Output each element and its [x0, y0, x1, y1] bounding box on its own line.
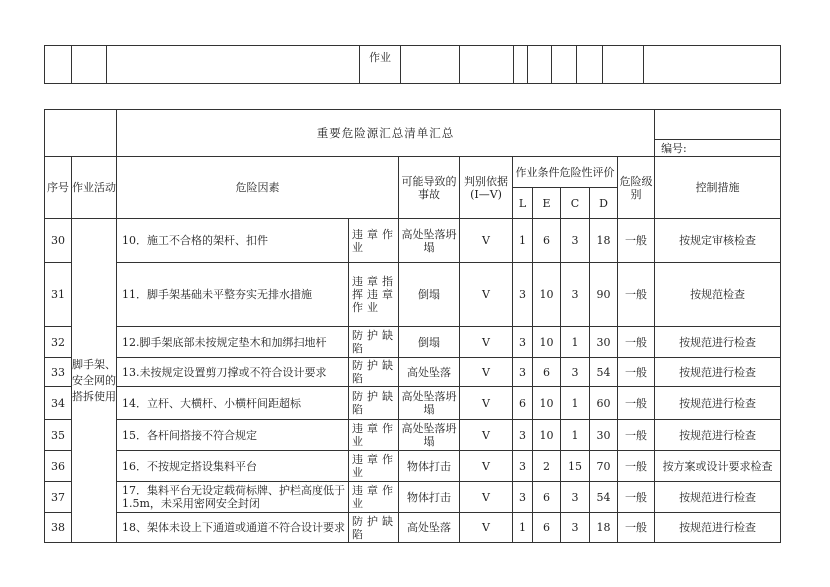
- table-row: 32 12.脚手架底部未按规定垫木和加绑扫地杆 防护缺陷 倒塌 V 3 10 1 30 一般 按规范进行检查: [45, 327, 781, 358]
- header-activity: 作业活动: [72, 157, 117, 219]
- header-E: E: [533, 188, 561, 219]
- table-row: 36 16．不按规定搭设集料平台 违章作业 物体打击 V 3 2 15 70 一般 按方案或设计要求检查: [45, 451, 781, 482]
- header-risk-factor: 危险因素: [117, 157, 399, 219]
- previous-table-fragment: [44, 45, 781, 84]
- header-control: 控制措施: [655, 157, 781, 219]
- title-row: [45, 110, 781, 140]
- table-row: 33 13.未按规定设置剪刀撑或不符合设计要求 防护缺陷 高处坠落 V 3 6 3 54 一般 按规范进行检查: [45, 358, 781, 387]
- header-no: 序号: [45, 157, 72, 219]
- table-row: 37 17．集料平台无设定载荷标牌、护栏高度低于1.5m，未采用密网安全封闭 违章作业 物体打击 V 3 6 3 54 一般 按规范进行检查: [45, 482, 781, 513]
- fragment-text: 作业: [360, 46, 401, 84]
- header-D: D: [590, 188, 618, 219]
- header-level: 危险级别: [618, 157, 655, 219]
- table-row: 34 14．立杆、大横杆、小横杆间距超标 防护缺陷 高处坠落坍塌 V 6 10 1 60 一般 按规范进行检查: [45, 387, 781, 420]
- sheet-title: 重要危险源汇总清单汇总: [117, 110, 655, 157]
- header-eval-group: 作业条件危险性评价: [513, 157, 618, 188]
- header-L: L: [513, 188, 533, 219]
- fragment-row: [45, 46, 781, 84]
- hazard-summary-table: [44, 109, 781, 543]
- header-basis: 判别依据(I—V): [460, 157, 513, 219]
- table-row: 31 11．脚手架基础未平整夯实无排水措施 违章指挥违章作业 倒塌 V 3 10 3 90 一般 按规范检查: [45, 263, 781, 327]
- header-accident: 可能导致的事故: [399, 157, 460, 219]
- header-row-1: [45, 157, 781, 188]
- header-C: C: [561, 188, 590, 219]
- code-label: 编号:: [655, 140, 781, 157]
- table-row: 38 18、架体未设上下通道或通道不符合设计要求 防护缺陷 高处坠落 V 1 6 3 18 一般 按规范进行检查: [45, 513, 781, 543]
- activity-cell: 脚手架、安全网的搭拆使用: [72, 219, 117, 543]
- table-row: 30 脚手架、安全网的搭拆使用 10．施工不合格的架杆、扣件 违章作业 高处坠落坍塌 V 1 6 3 18 一般 按规定审核检查: [45, 219, 781, 263]
- table-row: 35 15．各杆间搭接不符合规定 违章作业 高处坠落坍塌 V 3 10 1 30 一般 按规范进行检查: [45, 420, 781, 451]
